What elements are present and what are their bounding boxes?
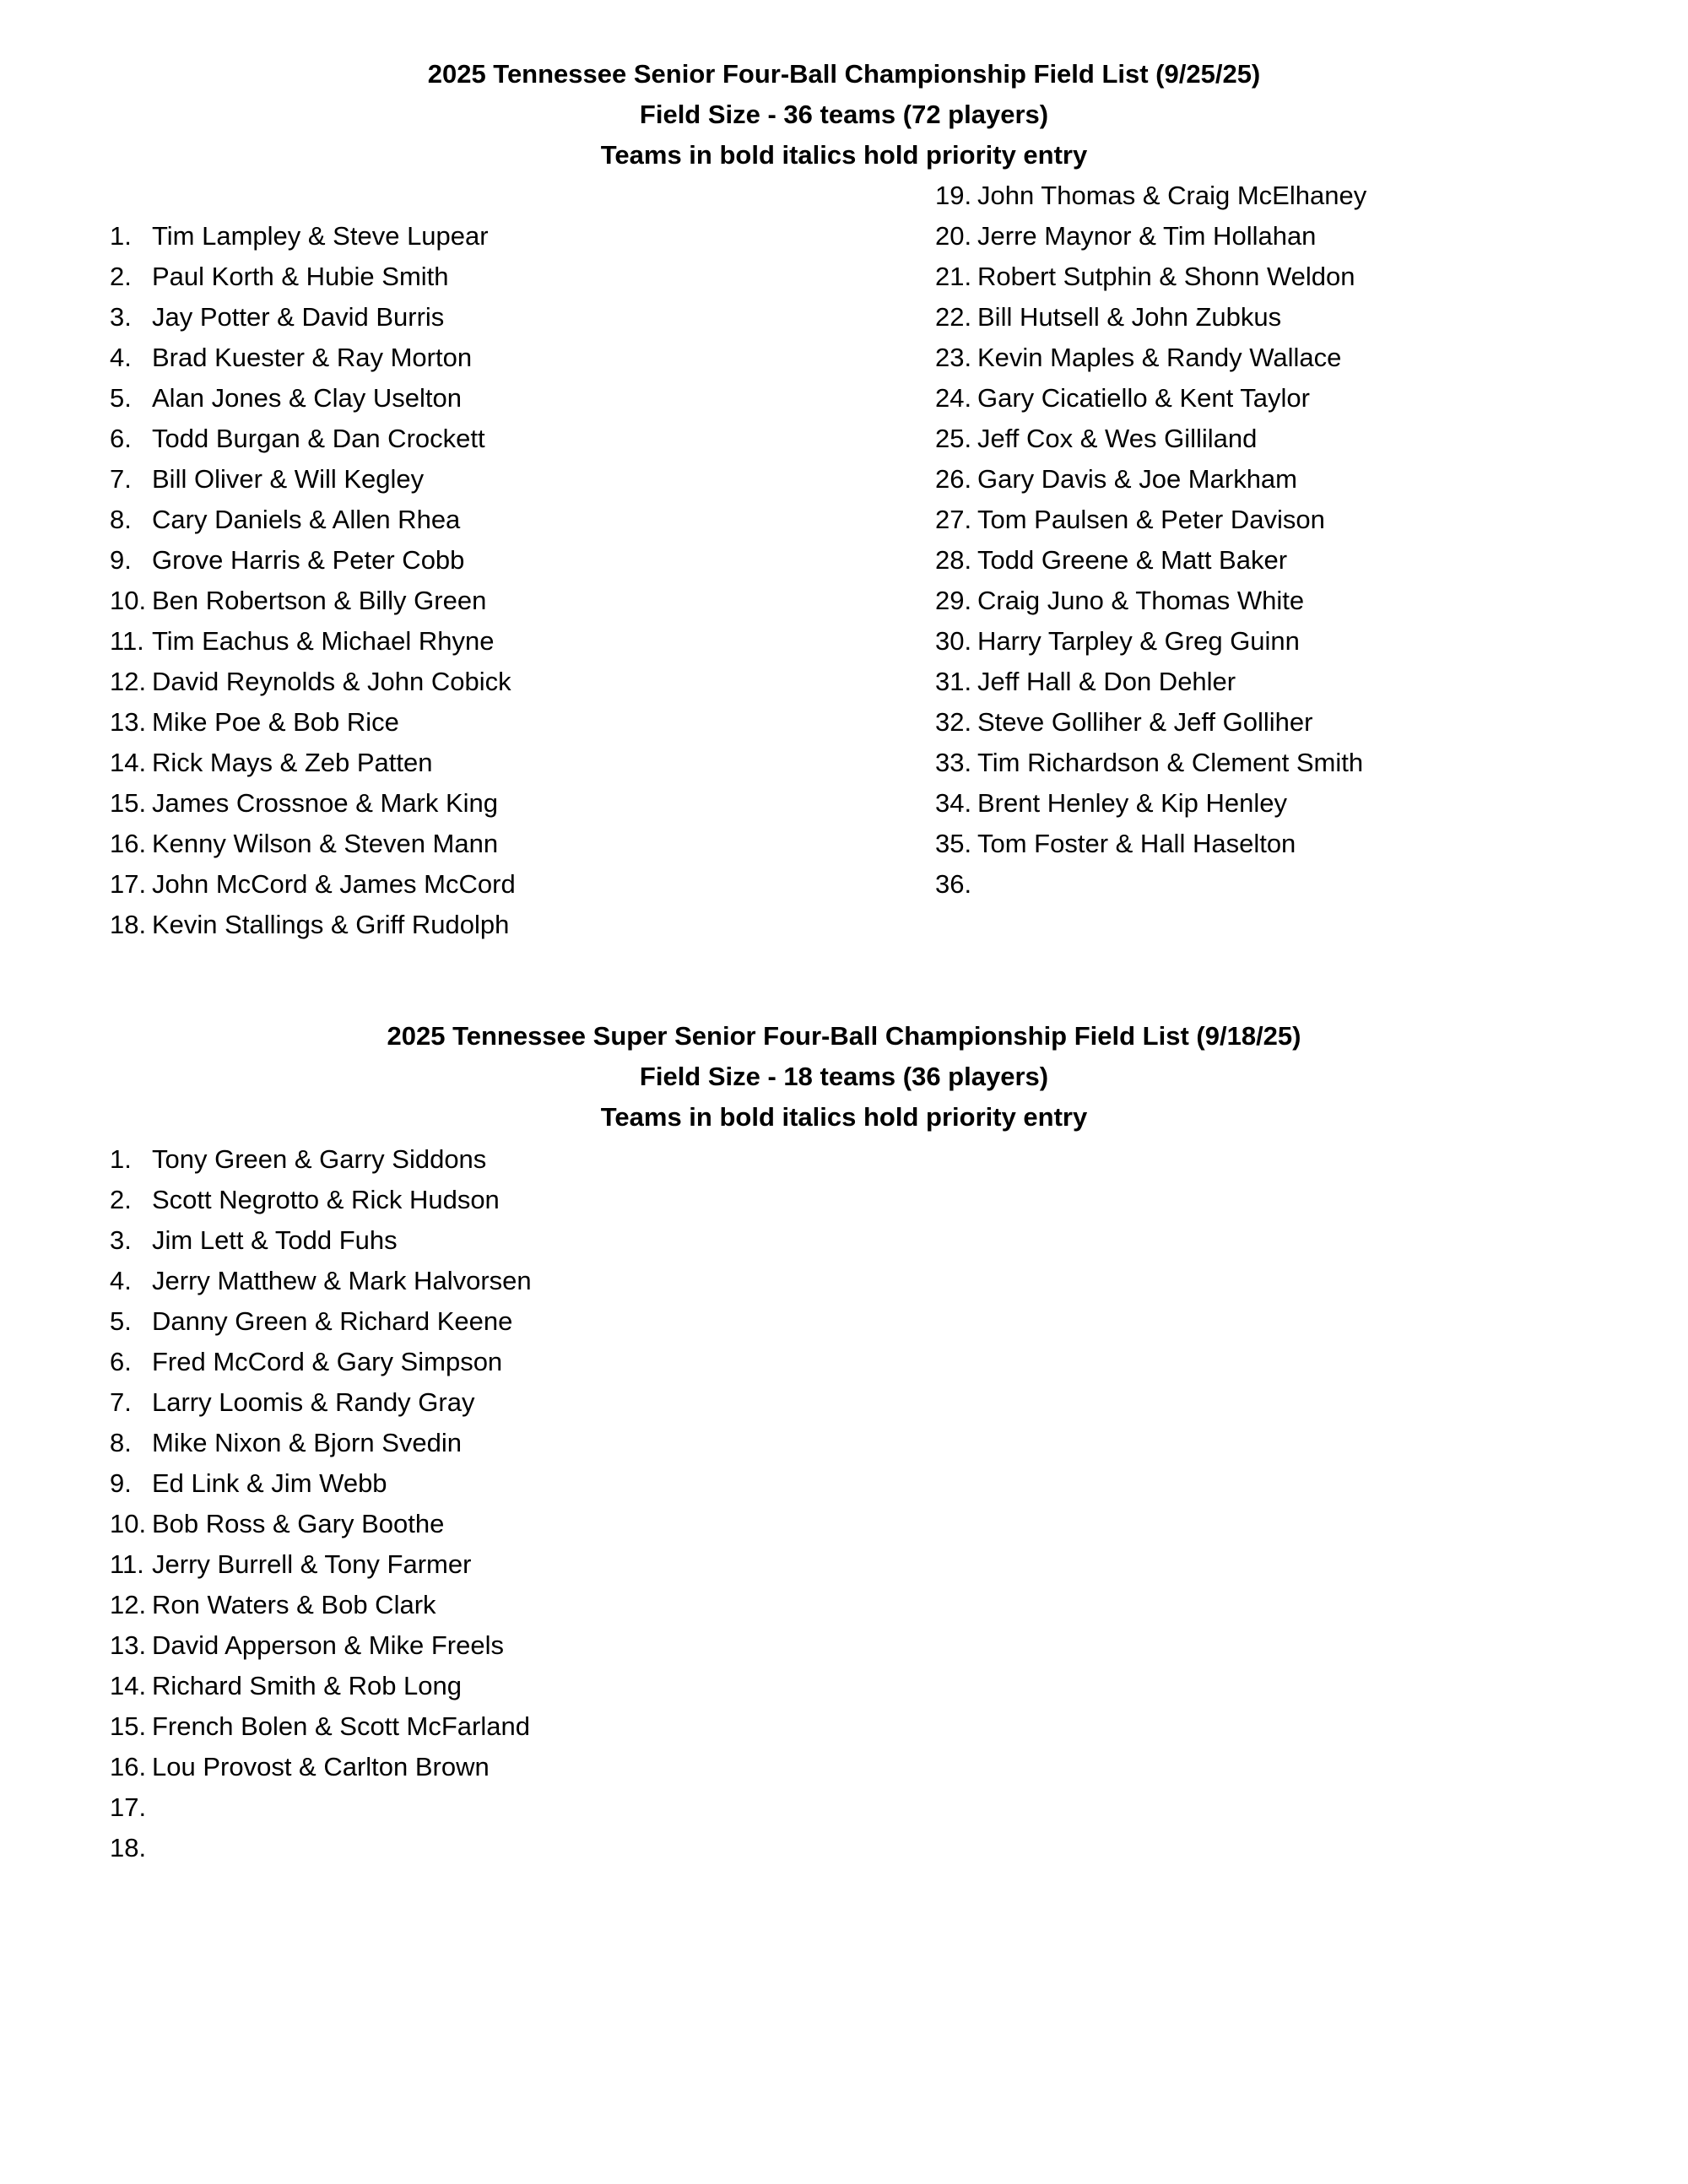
team-names: Tim Eachus & Michael Rhyne <box>152 626 495 656</box>
team-names: Alan Jones & Clay Uselton <box>152 383 463 413</box>
team-number: 15. <box>110 788 147 818</box>
team-names: Scott Negrotto & Rick Hudson <box>152 1185 500 1214</box>
team-row <box>110 1747 532 1787</box>
team-row <box>110 702 516 743</box>
team-number: 33. <box>935 748 972 777</box>
team-names: Ed Link & Jim Webb <box>152 1468 387 1498</box>
team-row <box>935 419 1366 459</box>
team-number: 14. <box>110 1671 147 1700</box>
team-row <box>110 621 516 662</box>
team-number: 20. <box>935 221 972 251</box>
team-names: Jay Potter & David Burris <box>152 302 445 332</box>
team-number: 22. <box>935 302 972 332</box>
team-row <box>110 581 516 621</box>
team-names: Jim Lett & Todd Fuhs <box>152 1225 398 1255</box>
team-number: 5. <box>110 383 132 413</box>
team-row <box>935 824 1366 864</box>
team-names: Richard Smith & Rob Long <box>152 1671 463 1700</box>
team-names: Bob Ross & Gary Boothe <box>152 1509 445 1538</box>
team-names: Jerre Maynor & Tim Hollahan <box>977 221 1317 251</box>
team-row <box>110 1544 532 1585</box>
team-row <box>110 1301 532 1342</box>
team-number: 13. <box>110 707 147 737</box>
team-names: John McCord & James McCord <box>152 869 516 899</box>
team-row <box>110 1463 532 1504</box>
team-row <box>935 743 1366 783</box>
team-names: John Thomas & Craig McElhaney <box>977 181 1367 210</box>
super-senior-priority-note: Teams in bold italics hold priority entry <box>600 1102 1088 1132</box>
team-row <box>935 257 1366 297</box>
team-names: Jerry Burrell & Tony Farmer <box>152 1549 472 1579</box>
team-number: 11. <box>110 626 144 656</box>
team-number: 11. <box>110 1549 144 1579</box>
team-names: Robert Sutphin & Shonn Weldon <box>977 262 1355 291</box>
team-number: 27. <box>935 505 972 534</box>
team-names: James Crossnoe & Mark King <box>152 788 499 818</box>
team-number: 10. <box>110 1509 147 1538</box>
team-number: 23. <box>935 343 972 372</box>
team-row <box>110 1706 532 1747</box>
team-number: 8. <box>110 505 132 534</box>
team-row <box>110 783 516 824</box>
team-number: 6. <box>110 1347 132 1376</box>
team-names: Kenny Wilson & Steven Mann <box>152 829 499 858</box>
team-names: Tony Green & Garry Siddons <box>152 1144 487 1174</box>
team-row <box>935 297 1366 338</box>
team-number: 15. <box>110 1711 147 1741</box>
team-row <box>110 257 516 297</box>
team-names: Craig Juno & Thomas White <box>977 586 1305 615</box>
team-row <box>110 1261 532 1301</box>
team-row <box>935 540 1366 581</box>
team-number: 2. <box>110 262 132 291</box>
team-row <box>110 1625 532 1666</box>
team-number: 17. <box>110 869 147 899</box>
team-names: Mike Nixon & Bjorn Svedin <box>152 1428 462 1457</box>
team-row <box>110 378 516 419</box>
team-names: Jerry Matthew & Mark Halvorsen <box>152 1266 532 1295</box>
team-names: Tim Richardson & Clement Smith <box>977 748 1364 777</box>
team-names: Todd Greene & Matt Baker <box>977 545 1288 575</box>
team-row <box>110 1423 532 1463</box>
team-number: 2. <box>110 1185 132 1214</box>
super-senior-title: 2025 Tennessee Super Senior Four-Ball Championship Field List (9/18/25) <box>387 1021 1301 1051</box>
team-row <box>935 702 1366 743</box>
team-number: 25. <box>935 424 972 453</box>
senior-field-size: Field Size - 36 teams (72 players) <box>639 100 1049 129</box>
team-names: David Apperson & Mike Freels <box>152 1630 504 1660</box>
team-names: Jeff Hall & Don Dehler <box>977 667 1236 696</box>
team-row <box>110 905 516 945</box>
team-names: Danny Green & Richard Keene <box>152 1306 513 1336</box>
team-row <box>935 500 1366 540</box>
team-row <box>935 621 1366 662</box>
senior-title: 2025 Tennessee Senior Four-Ball Championship Field List (9/25/25) <box>427 59 1261 89</box>
team-number: 32. <box>935 707 972 737</box>
team-row <box>110 1342 532 1382</box>
super-senior-team-list <box>110 1139 532 1868</box>
senior-team-list-left <box>110 216 516 945</box>
team-row <box>110 662 516 702</box>
team-names: Fred McCord & Gary Simpson <box>152 1347 503 1376</box>
team-number: 16. <box>110 829 147 858</box>
team-names: Mike Poe & Bob Rice <box>152 707 399 737</box>
team-number: 24. <box>935 383 972 413</box>
team-names: Tom Paulsen & Peter Davison <box>977 505 1325 534</box>
team-row <box>110 216 516 257</box>
team-row <box>110 540 516 581</box>
senior-team-list-right <box>935 176 1366 905</box>
team-row <box>110 500 516 540</box>
team-number: 28. <box>935 545 972 575</box>
team-names: Kevin Stallings & Griff Rudolph <box>152 910 510 939</box>
team-names: Grove Harris & Peter Cobb <box>152 545 465 575</box>
team-names: Harry Tarpley & Greg Guinn <box>977 626 1300 656</box>
team-number: 4. <box>110 343 132 372</box>
team-number: 36. <box>935 869 972 899</box>
team-row <box>110 1220 532 1261</box>
team-number: 9. <box>110 1468 132 1498</box>
team-names: Ron Waters & Bob Clark <box>152 1590 436 1619</box>
team-names: Gary Davis & Joe Markham <box>977 464 1297 494</box>
team-number: 5. <box>110 1306 132 1336</box>
team-number: 35. <box>935 829 972 858</box>
team-number: 12. <box>110 1590 147 1619</box>
team-number: 10. <box>110 586 147 615</box>
team-number: 1. <box>110 1144 132 1174</box>
team-row <box>935 216 1366 257</box>
team-number: 21. <box>935 262 972 291</box>
team-row <box>935 378 1366 419</box>
team-names: David Reynolds & John Cobick <box>152 667 511 696</box>
team-row <box>110 743 516 783</box>
team-row <box>110 1828 532 1868</box>
team-number: 18. <box>110 1833 147 1862</box>
team-names: Tim Lampley & Steve Lupear <box>152 221 489 251</box>
team-names: Brad Kuester & Ray Morton <box>152 343 473 372</box>
team-number: 7. <box>110 1387 132 1417</box>
team-number: 12. <box>110 667 147 696</box>
senior-priority-note: Teams in bold italics hold priority entry <box>600 140 1088 170</box>
team-row <box>935 581 1366 621</box>
team-number: 13. <box>110 1630 147 1660</box>
team-names: Cary Daniels & Allen Rhea <box>152 505 461 534</box>
team-row <box>110 338 516 378</box>
team-names: Jeff Cox & Wes Gilliland <box>977 424 1258 453</box>
team-row <box>110 459 516 500</box>
team-row <box>935 864 1366 905</box>
team-number: 14. <box>110 748 147 777</box>
team-names: Ben Robertson & Billy Green <box>152 586 487 615</box>
team-names: Bill Oliver & Will Kegley <box>152 464 425 494</box>
senior-header <box>0 54 1688 176</box>
team-names: Rick Mays & Zeb Patten <box>152 748 433 777</box>
team-number: 34. <box>935 788 972 818</box>
team-row <box>110 1180 532 1220</box>
team-names: Bill Hutsell & John Zubkus <box>977 302 1282 332</box>
team-row <box>110 1585 532 1625</box>
team-names: Tom Foster & Hall Haselton <box>977 829 1296 858</box>
team-row <box>110 1139 532 1180</box>
team-names: French Bolen & Scott McFarland <box>152 1711 530 1741</box>
team-names: Larry Loomis & Randy Gray <box>152 1387 475 1417</box>
team-number: 6. <box>110 424 132 453</box>
team-number: 26. <box>935 464 972 494</box>
team-number: 3. <box>110 302 132 332</box>
team-row <box>935 176 1366 216</box>
team-row <box>110 419 516 459</box>
team-number: 19. <box>935 181 972 210</box>
team-row <box>935 338 1366 378</box>
team-names: Paul Korth & Hubie Smith <box>152 262 449 291</box>
team-row <box>110 824 516 864</box>
team-row <box>110 1382 532 1423</box>
team-row <box>110 864 516 905</box>
team-row <box>935 459 1366 500</box>
team-number: 1. <box>110 221 132 251</box>
team-number: 30. <box>935 626 972 656</box>
super-senior-header <box>0 1016 1688 1138</box>
team-row <box>935 662 1366 702</box>
team-names: Gary Cicatiello & Kent Taylor <box>977 383 1310 413</box>
team-number: 29. <box>935 586 972 615</box>
team-names: Lou Provost & Carlton Brown <box>152 1752 490 1781</box>
team-row <box>110 1787 532 1828</box>
team-number: 18. <box>110 910 147 939</box>
team-names: Steve Golliher & Jeff Golliher <box>977 707 1313 737</box>
team-number: 17. <box>110 1792 147 1822</box>
team-number: 31. <box>935 667 972 696</box>
team-names: Brent Henley & Kip Henley <box>977 788 1288 818</box>
team-row <box>110 297 516 338</box>
team-names: Kevin Maples & Randy Wallace <box>977 343 1342 372</box>
super-senior-field-size: Field Size - 18 teams (36 players) <box>639 1062 1049 1091</box>
team-names: Todd Burgan & Dan Crockett <box>152 424 485 453</box>
team-number: 4. <box>110 1266 132 1295</box>
team-number: 8. <box>110 1428 132 1457</box>
team-row <box>110 1666 532 1706</box>
team-number: 16. <box>110 1752 147 1781</box>
team-number: 9. <box>110 545 132 575</box>
team-number: 7. <box>110 464 132 494</box>
team-number: 3. <box>110 1225 132 1255</box>
team-row <box>110 1504 532 1544</box>
team-row <box>935 783 1366 824</box>
